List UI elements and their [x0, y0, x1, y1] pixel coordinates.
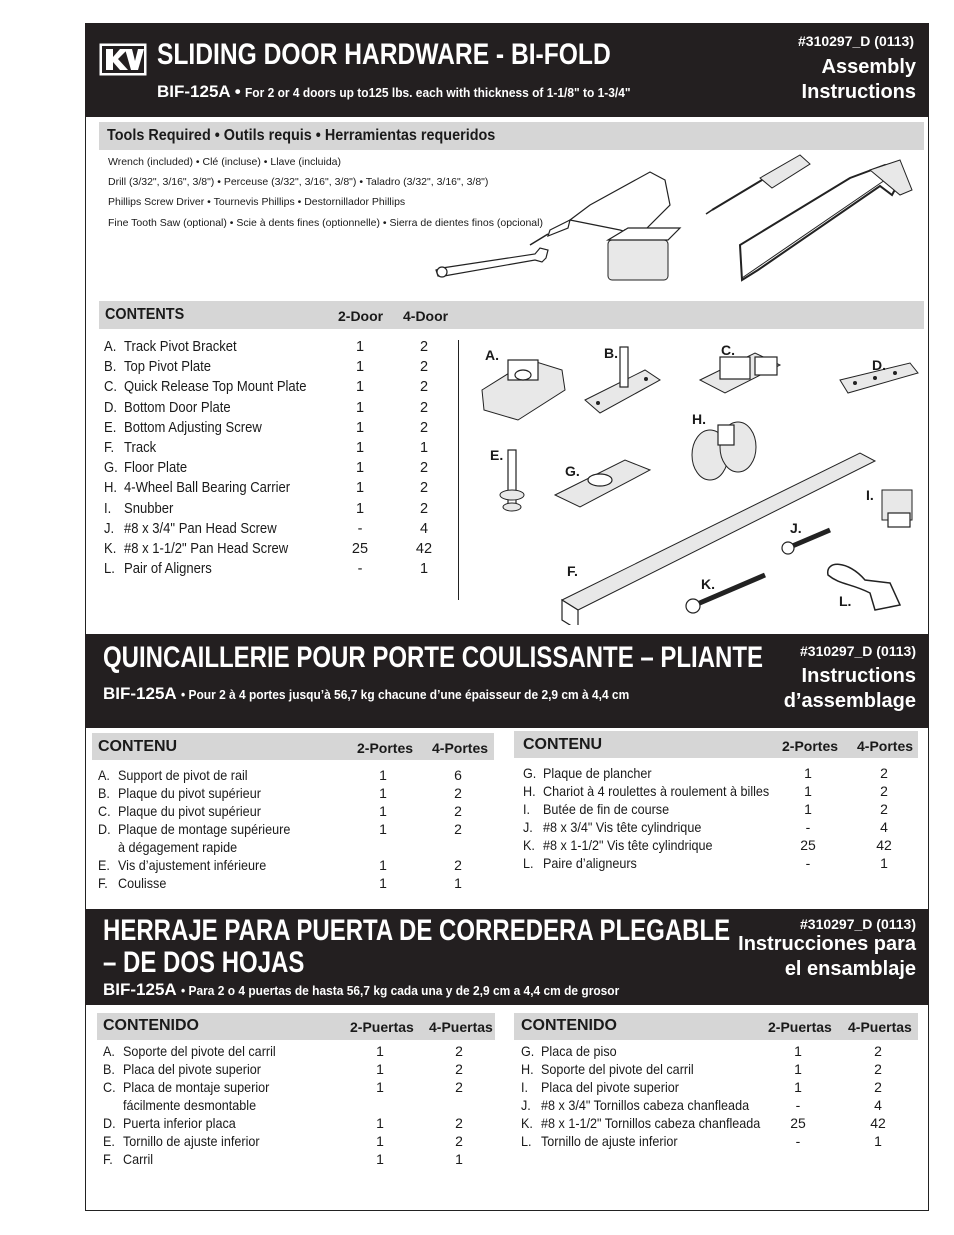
- qty-4: 1: [880, 855, 888, 871]
- item-name: Bottom Adjusting Screw: [124, 419, 262, 436]
- col-2puertas-right: 2-Puertas: [768, 1019, 832, 1035]
- qty-2: -: [795, 1133, 801, 1149]
- qty-2: -: [357, 520, 363, 537]
- item-name: Tornillo de ajuste inferior: [541, 1133, 678, 1149]
- item-name: Placa del pivote superior: [123, 1061, 261, 1077]
- qty-2: 25: [800, 837, 816, 853]
- item-letter: B.: [103, 1061, 115, 1077]
- item-letter: K.: [521, 1115, 533, 1131]
- item-letter: B.: [104, 359, 117, 376]
- part-label: H.: [692, 411, 706, 427]
- track-pivot-bracket-icon: [482, 360, 565, 420]
- qty-4: 42: [415, 541, 433, 557]
- qty-2: 1: [794, 1043, 802, 1059]
- qty-2: 1: [355, 480, 365, 497]
- col-2puertas-left: 2-Puertas: [350, 1019, 414, 1035]
- qty-4: 2: [874, 1061, 882, 1077]
- doc-number-en: #310297_D (0113): [798, 33, 914, 49]
- item-name: Top Pivot Plate: [124, 359, 212, 376]
- item-name: Quick Release Top Mount Plate: [124, 379, 307, 396]
- model-fr: [103, 684, 668, 704]
- item-letter: B.: [98, 785, 110, 801]
- qty-2: 1: [355, 440, 365, 456]
- item-name: #8 x 1-1/2" Tornillos cabeza chanfleada: [541, 1115, 761, 1131]
- item-name: 4-Wheel Ball Bearing Carrier: [124, 480, 291, 497]
- qty-2: 1: [376, 1061, 384, 1077]
- part-label: D.: [872, 357, 886, 373]
- qty-2: 1: [794, 1079, 802, 1095]
- item-name: Paire d’aligneurs: [543, 855, 637, 871]
- part-label: F.: [567, 563, 578, 579]
- model-es: [103, 980, 658, 1000]
- kv-logo: [99, 43, 147, 76]
- top-pivot-plate-icon: [585, 347, 660, 413]
- col-4door: 4-Door: [403, 308, 449, 324]
- item-letter: L.: [521, 1133, 532, 1149]
- item-letter: K.: [523, 837, 535, 853]
- item-letter: E.: [103, 1133, 115, 1149]
- doc-number-fr: #310297_D (0113): [800, 643, 916, 659]
- instr-line2-fr: d’assemblage: [783, 690, 916, 712]
- qty-4: 2: [419, 460, 429, 477]
- qty-4: 2: [455, 1061, 463, 1077]
- title-es-line2: – DE DOS HOJAS: [103, 946, 305, 979]
- qty-4: 4: [880, 819, 888, 835]
- qty-2: 1: [355, 339, 365, 355]
- tool-line-4: Fine Tooth Saw (optional) • Scie à dents fines (optionnelle) • Sierra de dientes finos (opcional): [108, 217, 543, 229]
- contents-heading: CONTENTS: [105, 306, 185, 323]
- item-letter: D.: [98, 821, 111, 837]
- item-letter: A.: [103, 1043, 115, 1059]
- qty-2: -: [805, 819, 811, 835]
- qty-2: 1: [376, 1079, 384, 1095]
- qty-4: 2: [454, 857, 462, 873]
- item-letter: A.: [104, 339, 117, 355]
- qty-4: 1: [419, 440, 429, 456]
- contents-heading-bar: [99, 301, 924, 329]
- item-letter: K.: [104, 541, 117, 557]
- item-letter: A.: [98, 767, 110, 783]
- model-en: [157, 82, 664, 102]
- qty-4: 1: [874, 1133, 882, 1149]
- col-4puertas-left: 4-Puertas: [429, 1019, 493, 1035]
- part-label: C.: [721, 342, 735, 358]
- qty-4: 2: [880, 801, 888, 817]
- model-number: BIF-125A: [103, 980, 177, 999]
- part-label: L.: [839, 593, 852, 609]
- item-name: #8 x 1-1/2" Vis tête cylindrique: [543, 837, 713, 853]
- title-en: SLIDING DOOR HARDWARE - BI-FOLD: [157, 38, 611, 71]
- qty-4: 2: [419, 419, 429, 436]
- qty-2: 1: [379, 767, 387, 783]
- qty-4: 2: [874, 1043, 882, 1059]
- item-letter: D.: [104, 399, 118, 416]
- qty-2: 1: [355, 359, 365, 376]
- qty-2: -: [357, 561, 363, 578]
- qty-2: 1: [376, 1043, 384, 1059]
- long-screw-icon: [686, 575, 765, 613]
- item-name: Soporte del pivote del carril: [123, 1043, 276, 1059]
- item-letter: G.: [523, 765, 537, 781]
- item-name: Soporte del pivote del carril: [541, 1061, 694, 1077]
- model-number: BIF-125A •: [157, 82, 241, 101]
- qty-4: 1: [454, 875, 462, 891]
- col-2portes-left: 2-Portes: [357, 740, 414, 756]
- item-name: Plaque de plancher: [543, 765, 652, 781]
- qty-4: 2: [419, 339, 429, 355]
- item-letter: L.: [523, 855, 534, 871]
- qty-2: 1: [804, 783, 812, 799]
- item-name: Bottom Door Plate: [124, 399, 231, 416]
- qty-4: 2: [454, 821, 462, 837]
- qty-2: 1: [376, 1151, 384, 1167]
- item-name: Vis d’ajustement inférieure: [118, 857, 267, 873]
- qty-4: 2: [880, 765, 888, 781]
- item-name: Chariot à 4 roulettes à roulement à billes: [543, 783, 770, 799]
- instr-line1-en: Assembly: [821, 56, 916, 78]
- parts-illustration: [470, 335, 920, 625]
- contenu-heading-left: CONTENU: [98, 738, 178, 755]
- part-label: E.: [490, 447, 504, 463]
- item-letter: E.: [98, 857, 110, 873]
- quick-release-plate-icon: [700, 353, 780, 393]
- instr-line2-en: Instructions: [801, 81, 916, 103]
- qty-4: 2: [419, 500, 429, 517]
- instr-line2-es: el ensamblaje: [784, 958, 916, 980]
- qty-2: 1: [355, 419, 365, 436]
- item-name: Puerta inferior placa: [123, 1115, 236, 1131]
- qty-2: 1: [355, 460, 365, 477]
- qty-4: 2: [419, 379, 429, 396]
- item-name: Pair of Aligners: [124, 561, 212, 578]
- qty-4: 4: [419, 520, 429, 537]
- item-letter: F.: [104, 440, 115, 456]
- qty-2: 1: [804, 801, 812, 817]
- qty-4: 2: [419, 399, 429, 416]
- model-description: • Para 2 o 4 puertas de hasta 56,7 kg cada una y de 2,9 cm a 4,4 cm de grosor: [181, 983, 620, 998]
- divider: [458, 340, 459, 600]
- qty-2: 1: [355, 500, 365, 517]
- model-number: BIF-125A: [103, 684, 177, 703]
- tool-line-1: Wrench (included) • Clé (incluse) • Llave (incluida): [108, 156, 341, 168]
- part-label: B.: [604, 345, 618, 361]
- item-name: #8 x 3/4" Pan Head Screw: [124, 520, 277, 537]
- item-letter: C.: [104, 379, 118, 396]
- drill-icon: [530, 172, 680, 280]
- qty-4: 2: [874, 1079, 882, 1095]
- col-4portes-right: 4-Portes: [857, 738, 914, 754]
- model-description: • Pour 2 à 4 portes jusqu’à 56,7 kg chacune d’une épaisseur de 2,9 cm à 4,4 cm: [181, 687, 630, 702]
- item-letter: I.: [521, 1079, 529, 1095]
- item-letter: L.: [104, 561, 115, 578]
- qty-2: 1: [379, 875, 387, 891]
- part-label: A.: [485, 347, 499, 363]
- item-letter: J.: [104, 520, 115, 537]
- item-name: #8 x 1-1/2" Pan Head Screw: [124, 541, 289, 557]
- item-name: Butée de fin de course: [543, 801, 670, 817]
- title-fr: QUINCAILLERIE POUR PORTE COULISSANTE – PLIANTE: [103, 641, 764, 674]
- qty-2: 25: [351, 541, 369, 557]
- qty-4: 6: [454, 767, 462, 783]
- qty-4: 1: [455, 1151, 463, 1167]
- qty-2: -: [805, 855, 811, 871]
- item-letter: F.: [98, 875, 108, 891]
- ball-bearing-carrier-icon: [692, 422, 756, 480]
- item-letter: I.: [104, 500, 112, 517]
- qty-4: 2: [454, 803, 462, 819]
- item-letter: J.: [521, 1097, 531, 1113]
- qty-4: 2: [455, 1043, 463, 1059]
- qty-4: 2: [419, 359, 429, 376]
- item-name: Placa de piso: [541, 1043, 617, 1059]
- col-2door: 2-Door: [338, 308, 384, 324]
- contenu-heading-right: CONTENU: [523, 736, 603, 753]
- item-letter: H.: [521, 1061, 534, 1077]
- item-name: Track: [124, 440, 157, 456]
- screwdriver-icon: [706, 155, 810, 214]
- qty-4: 2: [455, 1079, 463, 1095]
- tools-heading: Tools Required • Outils requis • Herramientas requeridos: [107, 127, 496, 144]
- part-label: G.: [565, 463, 580, 479]
- item-letter: D.: [103, 1115, 116, 1131]
- qty-4: 2: [455, 1133, 463, 1149]
- col-4portes-left: 4-Portes: [432, 740, 489, 756]
- qty-2: 1: [355, 399, 365, 416]
- item-name-cont: à dégagement rapide: [118, 839, 238, 855]
- item-letter: G.: [104, 460, 118, 477]
- item-letter: G.: [521, 1043, 535, 1059]
- item-letter: E.: [104, 419, 117, 436]
- instr-line1-es: Instrucciones para: [738, 933, 916, 955]
- qty-2: 1: [376, 1115, 384, 1131]
- qty-2: 1: [379, 821, 387, 837]
- tools-illustration: [430, 150, 920, 290]
- qty-2: 1: [376, 1133, 384, 1149]
- item-letter: H.: [523, 783, 536, 799]
- qty-4: 2: [880, 783, 888, 799]
- adjusting-screw-icon: [500, 450, 524, 511]
- qty-4: 2: [455, 1115, 463, 1131]
- item-name-cont: fácilmente desmontable: [123, 1097, 257, 1113]
- qty-2: 1: [379, 785, 387, 801]
- item-letter: I.: [523, 801, 531, 817]
- qty-4: 42: [876, 837, 892, 853]
- part-label: J.: [790, 520, 802, 536]
- item-name: Tornillo de ajuste inferior: [123, 1133, 260, 1149]
- qty-4: 1: [419, 561, 429, 578]
- col-4puertas-right: 4-Puertas: [848, 1019, 912, 1035]
- contenido-heading-left: CONTENIDO: [103, 1017, 199, 1034]
- qty-2: -: [795, 1097, 801, 1113]
- item-name: #8 x 3/4" Vis tête cylindrique: [543, 819, 702, 835]
- item-letter: C.: [98, 803, 111, 819]
- wrench-icon: [436, 248, 548, 277]
- item-letter: C.: [103, 1079, 116, 1095]
- qty-2: 1: [379, 857, 387, 873]
- item-name: Placa de montaje superior: [123, 1079, 270, 1095]
- item-name: Plaque du pivot supérieur: [118, 803, 261, 819]
- item-name: Support de pivot de rail: [118, 767, 248, 783]
- tool-line-2: Drill (3/32", 3/16", 3/8") • Perceuse (3/32", 3/16", 3/8") • Taladro (3/32", 3/16", 3/8"): [108, 176, 489, 188]
- qty-2: 1: [379, 803, 387, 819]
- qty-2: 1: [804, 765, 812, 781]
- part-label: I.: [866, 487, 874, 503]
- qty-2: 1: [794, 1061, 802, 1077]
- qty-2: 1: [355, 379, 365, 396]
- qty-4: 4: [874, 1097, 882, 1113]
- item-name: Placa del pivote superior: [541, 1079, 679, 1095]
- item-name: Plaque de montage supérieure: [118, 821, 291, 837]
- qty-4: 2: [454, 785, 462, 801]
- item-letter: F.: [103, 1151, 113, 1167]
- model-description: For 2 or 4 doors up to125 lbs. each with thickness of 1-1/8" to 1-3/4": [245, 85, 631, 100]
- qty-4: 42: [870, 1115, 886, 1131]
- tool-line-3: Phillips Screw Driver • Tournevis Phillips • Destornillador Phillips: [108, 196, 406, 208]
- item-letter: H.: [104, 480, 118, 497]
- item-name: #8 x 3/4" Tornillos cabeza chanfleada: [541, 1097, 750, 1113]
- item-name: Coulisse: [118, 875, 167, 891]
- doc-number-es: #310297_D (0113): [800, 916, 916, 932]
- title-es-line1: HERRAJE PARA PUERTA DE CORREDERA PLEGABLE: [103, 914, 731, 947]
- part-label: K.: [701, 576, 715, 592]
- qty-2: 25: [790, 1115, 806, 1131]
- instr-line1-fr: Instructions: [801, 665, 916, 687]
- item-name: Carril: [123, 1151, 154, 1167]
- contenido-heading-right: CONTENIDO: [521, 1017, 617, 1034]
- item-name: Snubber: [124, 500, 174, 517]
- qty-4: 2: [419, 480, 429, 497]
- snubber-icon: [882, 490, 912, 527]
- item-letter: J.: [523, 819, 533, 835]
- item-name: Plaque du pivot supérieur: [118, 785, 261, 801]
- col-2portes-right: 2-Portes: [782, 738, 839, 754]
- item-name: Track Pivot Bracket: [124, 339, 237, 355]
- item-name: Floor Plate: [124, 460, 188, 477]
